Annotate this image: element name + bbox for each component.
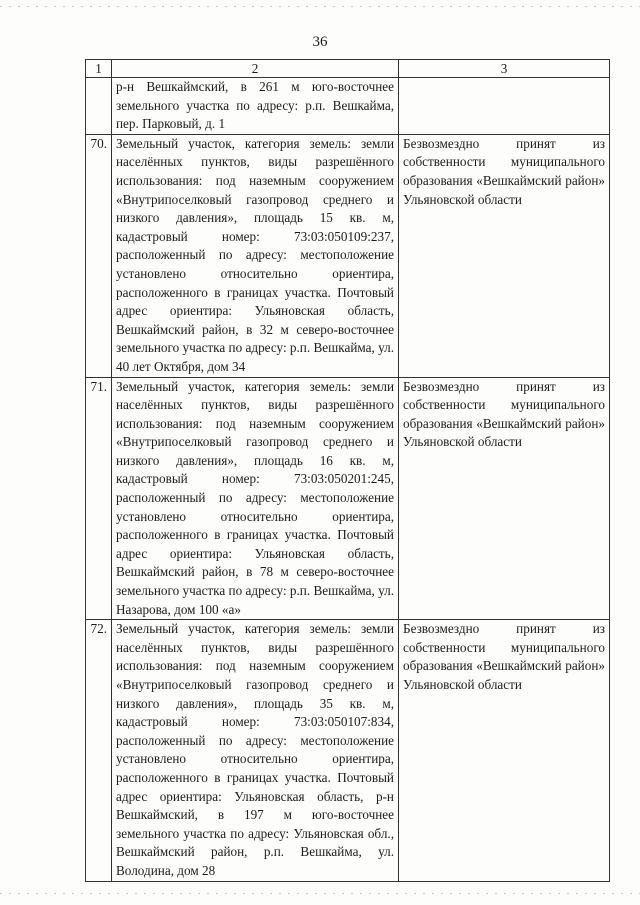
scan-artifact-top <box>0 6 640 7</box>
row-note: Безвозмездно принят из собственности муниципального образования «Вешкаймский район» Ульяновской области <box>399 620 610 881</box>
row-description: Земельный участок, категория земель: земли населённых пунктов, виды разрешённого использования: под наземным сооружением «Внутрипоселковый газопровод среднего и низкого давления», площадь 35 кв. м, кадастровый номер: 73:03:050107:834, расположенный по адресу: местоположение установлено относительно ориентира, расположенного в границах участка. Почтовый адрес ориентира: Ульяновская область, р-н Вешкаймский, в 197 м юго-восточнее земельного участка по адресу: Ульяновская обл., Вешкаймский район, р.п. Вешкайма, ул. Володина, дом 28 <box>112 620 399 881</box>
row-description: р-н Вешкаймский, в 261 м юго-восточнее земельного участка по адресу: р.п. Вешкайма, пер. Парковый, д. 1 <box>112 78 399 135</box>
column-header-note: 3 <box>399 60 610 78</box>
column-header-number: 1 <box>86 60 112 78</box>
page-number: 36 <box>312 34 328 50</box>
row-number: 72. <box>86 620 112 881</box>
row-description: Земельный участок, категория земель: земли населённых пунктов, виды разрешённого использования: под наземным сооружением «Внутрипоселковый газопровод среднего и низкого давления», площадь 15 кв. м, кадастровый номер: 73:03:050109:237, расположенный по адресу: местоположение установлено относительно ориентира, расположенного в границах участка. Почтовый адрес ориентира: Ульяновская область, Вешкаймский район, в 32 м северо-восточнее земельного участка по адресу: р.п. Вешкайма, ул. 40 лет Октября, дом 34 <box>112 134 399 377</box>
table-row <box>86 377 610 620</box>
row-description: Земельный участок, категория земель: земли населённых пунктов, виды разрешённого использования: под наземным сооружением «Внутрипоселковый газопровод среднего и низкого давления», площадь 16 кв. м, кадастровый номер: 73:03:050201:245, расположенный по адресу: местоположение установлено относительно ориентира, расположенного в границах участка. Почтовый адрес ориентира: Ульяновская область, Вешкаймский район, в 78 м северо-восточнее земельного участка по адресу: р.п. Вешкайма, ул. Назарова, дом 100 «а» <box>112 377 399 620</box>
row-note <box>399 78 610 135</box>
column-header-description: 2 <box>112 60 399 78</box>
row-note: Безвозмездно принят из собственности муниципального образования «Вешкаймский район» Ульяновской области <box>399 134 610 377</box>
row-number: 70. <box>86 134 112 377</box>
table-header <box>86 60 610 78</box>
table-row <box>86 620 610 881</box>
scan-artifact-bottom <box>0 893 640 894</box>
property-table <box>85 59 610 882</box>
row-note: Безвозмездно принят из собственности муниципального образования «Вешкаймский район» Ульяновской области <box>399 377 610 620</box>
table-row <box>86 134 610 377</box>
table-row-continuation <box>86 78 610 135</box>
row-number <box>86 78 112 135</box>
row-number: 71. <box>86 377 112 620</box>
